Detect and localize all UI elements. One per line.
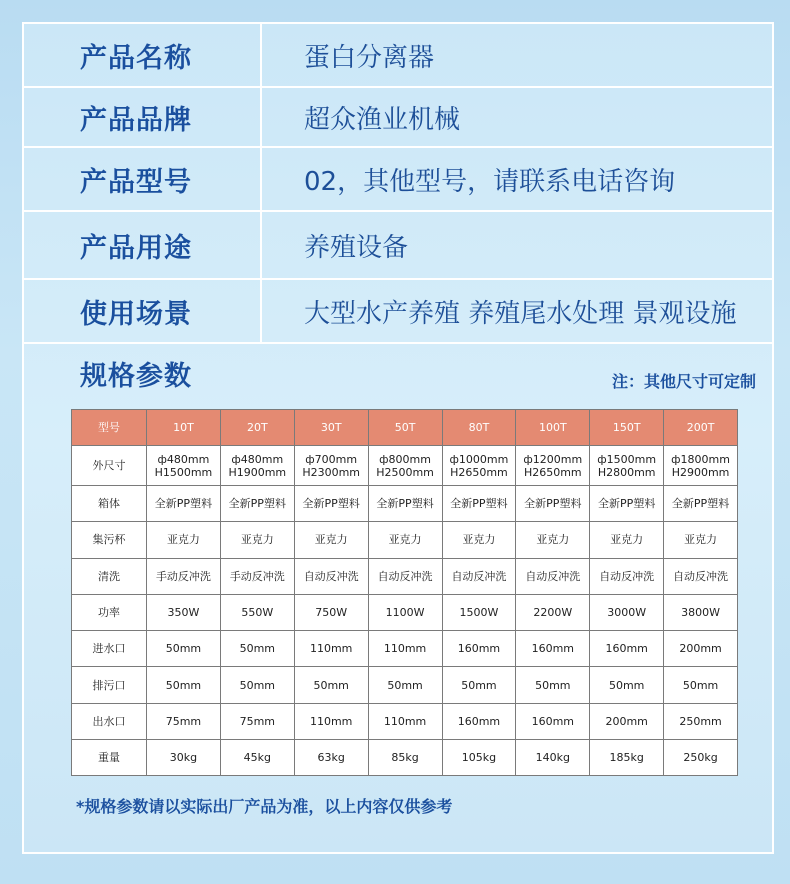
table-cell: 160mm: [442, 703, 516, 739]
table-cell: [294, 446, 368, 486]
table-cell: 全新PP塑料: [590, 486, 664, 522]
table-header-cell: 50T: [368, 410, 442, 446]
table-cell: 2200W: [516, 594, 590, 630]
info-value: 02，其他型号，请联系电话咨询: [304, 166, 676, 197]
table-cell: 手动反冲洗: [147, 558, 221, 594]
table-cell: 全新PP塑料: [664, 486, 738, 522]
table-cell: 250mm: [664, 703, 738, 739]
table-cell: 自动反冲洗: [442, 558, 516, 594]
table-cell-line: H2800mm: [597, 465, 656, 479]
table-cell: 110mm: [368, 703, 442, 739]
table-cell-line: ф1800mm: [671, 452, 730, 466]
table-cell: 全新PP塑料: [442, 486, 516, 522]
table-cell-line: H1900mm: [228, 465, 287, 479]
info-value: 养殖设备: [304, 232, 409, 263]
table-cell: 亚克力: [220, 522, 294, 558]
info-label: 产品名称: [80, 42, 192, 74]
table-cell: 160mm: [516, 631, 590, 667]
table-header-cell: 100T: [516, 410, 590, 446]
table-cell: 亚克力: [368, 522, 442, 558]
table-cell: 亚克力: [294, 522, 368, 558]
table-cell: 30kg: [147, 740, 221, 776]
divider: [260, 88, 262, 146]
table-cell: 50mm: [147, 631, 221, 667]
page-frame: [22, 22, 774, 854]
table-cell-line: H2500mm: [376, 465, 434, 479]
info-value: 蛋白分离器: [304, 42, 435, 73]
table-row: [72, 522, 738, 558]
table-cell-line: ф700mm: [305, 452, 358, 466]
table-cell: [590, 446, 664, 486]
table-cell: 75mm: [220, 703, 294, 739]
table-cell: 全新PP塑料: [516, 486, 590, 522]
table-row-label: 清洗: [72, 558, 147, 594]
table-cell-line: ф1200mm: [523, 452, 583, 466]
table-cell: 50mm: [220, 667, 294, 703]
table-row-label: 排污口: [72, 667, 147, 703]
table-cell: 200mm: [664, 631, 738, 667]
table-row: [72, 740, 738, 776]
table-cell: 1100W: [368, 594, 442, 630]
table-header-cell: 30T: [294, 410, 368, 446]
table-cell: 50mm: [294, 667, 368, 703]
table-header-cell: 150T: [590, 410, 664, 446]
table-cell: 手动反冲洗: [220, 558, 294, 594]
table-cell: 750W: [294, 594, 368, 630]
table-row-label: 箱体: [72, 486, 147, 522]
table-cell-line: ф800mm: [379, 452, 431, 466]
table-cell: [442, 446, 516, 486]
divider: [260, 24, 262, 86]
table-cell: 200mm: [590, 703, 664, 739]
table-cell: 105kg: [442, 740, 516, 776]
table-cell: 185kg: [590, 740, 664, 776]
info-row-brand: [24, 88, 772, 148]
table-row-label: 集污杯: [72, 522, 147, 558]
table-cell: 自动反冲洗: [294, 558, 368, 594]
table-row-label: 进水口: [72, 631, 147, 667]
table-cell: 全新PP塑料: [294, 486, 368, 522]
table-cell: 110mm: [294, 703, 368, 739]
table-cell: 550W: [220, 594, 294, 630]
table-cell: 3000W: [590, 594, 664, 630]
divider: [260, 148, 262, 210]
table-cell: 85kg: [368, 740, 442, 776]
table-cell: 45kg: [220, 740, 294, 776]
table-cell: 63kg: [294, 740, 368, 776]
table-row: [72, 594, 738, 630]
table-row-label: 重量: [72, 740, 147, 776]
divider: [260, 212, 262, 278]
info-row-name: [24, 24, 772, 88]
table-cell: 亚克力: [516, 522, 590, 558]
table-cell: 全新PP塑料: [368, 486, 442, 522]
table-header-cell: 80T: [442, 410, 516, 446]
table-cell: 自动反冲洗: [664, 558, 738, 594]
table-cell-line: H2300mm: [302, 465, 361, 479]
table-row: [72, 486, 738, 522]
table-cell: 140kg: [516, 740, 590, 776]
table-cell-line: H1500mm: [154, 465, 213, 479]
table-cell: 50mm: [368, 667, 442, 703]
divider: [260, 280, 262, 342]
table-row-label: 功率: [72, 594, 147, 630]
table-cell: 50mm: [220, 631, 294, 667]
table-cell: 亚克力: [147, 522, 221, 558]
info-value: 大型水产养殖 养殖尾水处理 景观设施: [304, 298, 737, 329]
table-cell-line: ф1500mm: [597, 452, 657, 466]
info-label: 产品用途: [80, 232, 192, 264]
table-cell: 亚克力: [664, 522, 738, 558]
table-cell-line: H2900mm: [671, 465, 730, 479]
table-header-cell: 10T: [147, 410, 221, 446]
table-cell: 全新PP塑料: [220, 486, 294, 522]
table-cell: 350W: [147, 594, 221, 630]
table-row: [72, 631, 738, 667]
table-row: [72, 446, 738, 486]
table-cell: 50mm: [147, 667, 221, 703]
table-cell: 160mm: [516, 703, 590, 739]
table-row: [72, 703, 738, 739]
table-cell: 110mm: [294, 631, 368, 667]
table-cell-line: H2650mm: [523, 465, 582, 479]
table-row: [72, 558, 738, 594]
table-header-label: 型号: [72, 410, 147, 446]
table-cell: 亚克力: [442, 522, 516, 558]
table-cell-line: H2650mm: [450, 465, 508, 479]
table-cell: [664, 446, 738, 486]
info-label: 使用场景: [80, 298, 192, 330]
info-label: 产品型号: [80, 166, 192, 198]
table-row: [72, 667, 738, 703]
table-cell: [220, 446, 294, 486]
info-row-scene: [24, 280, 772, 344]
table-cell-line: ф1000mm: [449, 452, 509, 466]
table-cell: 1500W: [442, 594, 516, 630]
spec-note: 注：其他尺寸可定制: [611, 372, 756, 391]
table-cell: [368, 446, 442, 486]
table-cell-line: ф480mm: [157, 452, 210, 466]
spec-title: 规格参数: [80, 361, 192, 392]
table-header-row: [72, 410, 738, 446]
table-cell: 75mm: [147, 703, 221, 739]
table-row-label: 出水口: [72, 703, 147, 739]
table-cell: 50mm: [664, 667, 738, 703]
table-cell: 50mm: [442, 667, 516, 703]
info-row-model: [24, 148, 772, 212]
table-cell: [516, 446, 590, 486]
table-cell: 50mm: [516, 667, 590, 703]
info-label: 产品品牌: [80, 104, 192, 136]
table-cell: 自动反冲洗: [590, 558, 664, 594]
table-cell: 250kg: [664, 740, 738, 776]
table-header-cell: 200T: [664, 410, 738, 446]
table-cell: 110mm: [368, 631, 442, 667]
table-cell: 160mm: [442, 631, 516, 667]
table-cell: 自动反冲洗: [516, 558, 590, 594]
info-row-usage: [24, 212, 772, 280]
table-cell: 全新PP塑料: [147, 486, 221, 522]
table-row-label: 外尺寸: [72, 446, 147, 486]
table-cell: 50mm: [590, 667, 664, 703]
table-cell: 自动反冲洗: [368, 558, 442, 594]
table-cell: [147, 446, 221, 486]
table-cell: 亚克力: [590, 522, 664, 558]
footnote: *规格参数请以实际出厂产品为准，以上内容仅供参考: [76, 797, 453, 816]
table-cell: 3800W: [664, 594, 738, 630]
info-value: 超众渔业机械: [304, 104, 461, 135]
table-cell-line: ф480mm: [231, 452, 284, 466]
spec-table: [71, 409, 738, 776]
table-cell: 160mm: [590, 631, 664, 667]
table-header-cell: 20T: [220, 410, 294, 446]
